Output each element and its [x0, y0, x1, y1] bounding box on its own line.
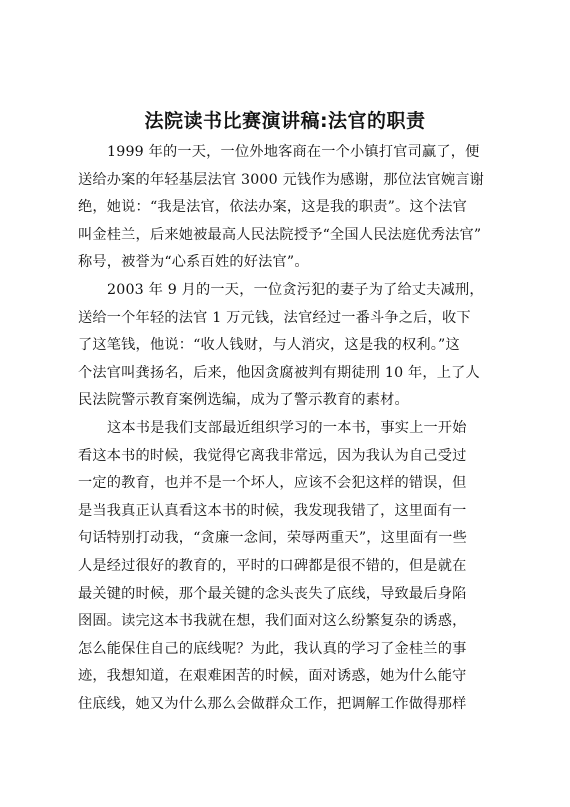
paragraph-1-line-4: 叫金桂兰，后来她被最高人民法院授予“全国人民法庭优秀法官”: [78, 226, 482, 243]
paragraph-3-line-7: 最关键的时候，那个最关键的念头丧失了底线，导致最后身陷: [78, 585, 467, 602]
document-body: [78, 139, 498, 718]
paragraph-3-line-3: 一定的教育，也并不是一个坏人，应该不会犯这样的错误，但: [78, 475, 467, 492]
paragraph-3-line-1: 这本书是我们支部最近组织学习的一本书，事实上一开始: [107, 419, 467, 436]
paragraph-3-line-4: 是当我真正认真看这本书的时候，我发现我错了，这里面有一: [78, 502, 467, 519]
paragraph-1-line-3: 绝，她说：“我是法官，依法办案，这是我的职责”。这个法官: [78, 199, 467, 216]
paragraph-2-line-5: 民法院警示教育案例选编，成为了警示教育的素材。: [78, 392, 409, 409]
paragraph-1-line-5: 称号，被誉为“心系百姓的好法官”。: [78, 254, 309, 271]
paragraph-3-line-11: 住底线，她又为什么那么会做群众工作，把调解工作做得那样: [78, 695, 467, 712]
paragraph-2-line-2: 送给一个年轻的法官 1 万元钱，法官经过一番斗争之后，收下: [78, 309, 471, 326]
paragraph-2-line-1: 2003 年 9 月的一天，一位贪污犯的妻子为了给丈夫减刑，: [107, 281, 484, 298]
paragraph-3-line-5: 句话特别打动我，“贪廉一念间，荣辱两重天”，这里面有一些: [78, 530, 467, 547]
paragraph-3-line-8: 囹圄。读完这本书我就在想，我们面对这么纷繁复杂的诱惑，: [78, 613, 467, 630]
paragraph-2-line-3: 了这笔钱，他说：“收人钱财，与人消灾，这是我的权利。”这: [78, 337, 460, 354]
paragraph-3-line-6: 人是经过很好的教育的，平时的口碑都是很不错的，但是就在: [78, 557, 467, 574]
paragraph-3-line-9: 怎么能保住自己的底线呢？为此，我认真的学习了金桂兰的事: [78, 640, 467, 657]
paragraph-3-line-2: 看这本书的时候，我觉得它离我非常远，因为我认为自己受过: [78, 447, 467, 464]
paragraph-2-line-4: 个法官叫龚扬名，后来，他因贪腐被判有期徒刑 10 年，上了人: [78, 364, 480, 381]
document-title: 法院读书比赛演讲稿:法官的职责: [144, 110, 426, 132]
paragraph-1-line-2: 送给办案的年轻基层法官 3000 元钱作为感谢，那位法官婉言谢: [78, 171, 485, 188]
paragraph-1-line-1: 1999 年的一天，一位外地客商在一个小镇打官司赢了，便: [107, 144, 480, 160]
paragraph-3-line-10: 迹，我想知道，在艰难困苦的时候，面对诱惑，她为什么能守: [78, 668, 467, 685]
